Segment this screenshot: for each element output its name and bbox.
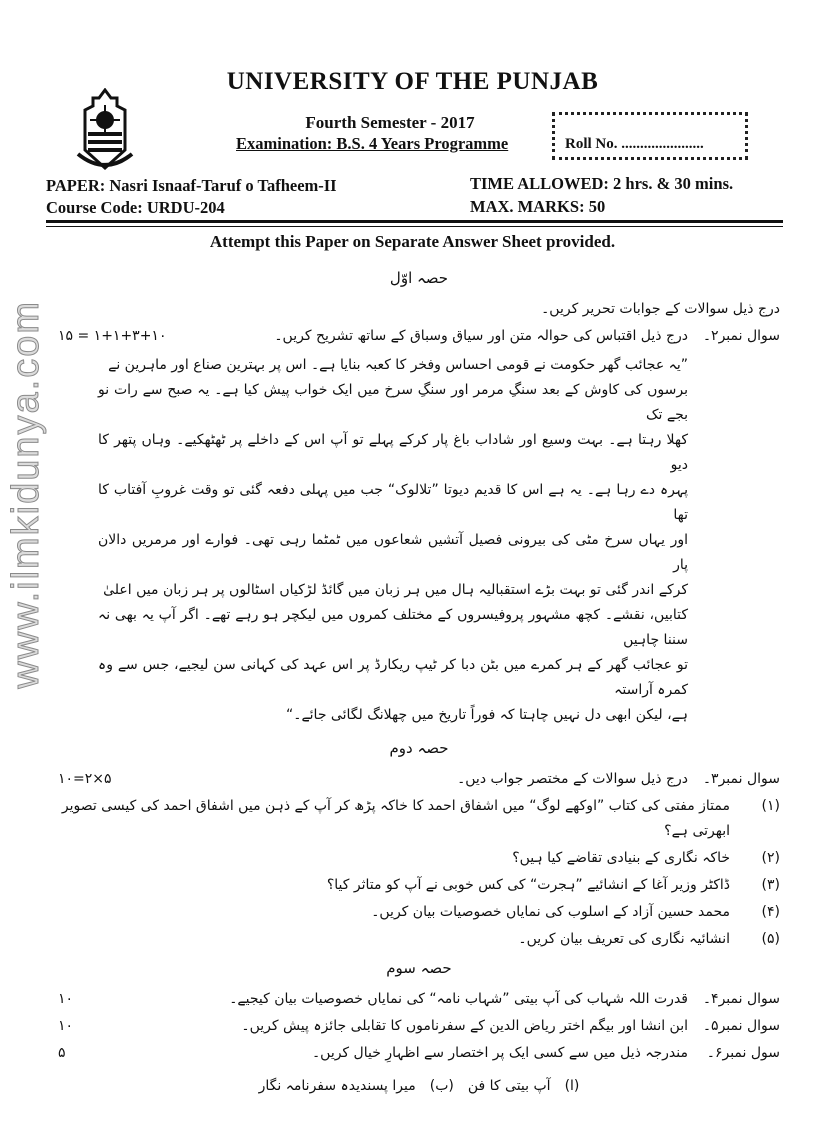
university-title: UNIVERSITY OF THE PUNJAB bbox=[226, 68, 599, 95]
question-label: سول نمبر۶۔ bbox=[706, 1045, 780, 1061]
university-logo-icon bbox=[70, 88, 140, 172]
section-instruction-row bbox=[58, 297, 780, 322]
section-heading: حصہ اوّل bbox=[389, 269, 449, 287]
question-text: درج ذیل سوالات کے مختصر جواب دیں۔ bbox=[457, 771, 688, 787]
semester: Fourth Semester - 2017 bbox=[305, 113, 475, 132]
roll-no-box bbox=[552, 112, 748, 160]
question-label: سوال نمبر۲۔ bbox=[702, 328, 780, 344]
passage-line: اور یہاں سرخ مٹی کی بیرونی فصیل آتشیں شعاعوں میں ٹمٹما رہی تھی۔ فوارے اور مرمریں دالان پار bbox=[98, 532, 688, 573]
question-body bbox=[58, 262, 780, 1099]
question-marks: ۱۰=۲×۵ bbox=[58, 771, 112, 787]
question-text: ابن انشا اور بیگم اختر ریاض الدین کے سفرناموں کا تقابلی جائزہ پیش کریں۔ bbox=[241, 1018, 688, 1034]
question-text: درج ذیل اقتباس کی حوالہ متن اور سیاق وسباق کے ساتھ تشریح کریں۔ bbox=[274, 328, 688, 344]
item-text: ممتاز مفتی کی کتاب ”اوکھے لوگ“ میں اشفاق احمد کا خاکہ پڑھ کر آپ کے ذہن میں اشفاق احمد کی کیسی تصویر ابھرتی ہے؟ bbox=[61, 798, 730, 839]
options-row bbox=[58, 1074, 780, 1099]
option-number: (ب) bbox=[429, 1078, 454, 1094]
watermark: www.ilmkidunya.com bbox=[5, 300, 47, 689]
item-number: (۴) bbox=[761, 904, 780, 920]
option-text: آپ بیتی کا فن bbox=[467, 1078, 551, 1094]
item-number: (۲) bbox=[761, 850, 780, 866]
item-text: محمد حسین آزاد کے اسلوب کی نمایاں خصوصیات بیان کریں۔ bbox=[371, 904, 730, 920]
passage-line: ”یہ عجائب گھر حکومت نے قومی احساس وفخر کا کعبہ بنایا ہے۔ اس پر بہترین صناع اور ماہرین نے bbox=[108, 357, 688, 373]
passage-line: کتابیں، نقشے۔ کچھ مشہور پروفیسروں کے مختلف کمروں میں لیکچر ہو رہے تھے۔ اگر آپ یہ بھی نہ سننا چاہیں bbox=[98, 607, 688, 648]
item-number: (۳) bbox=[761, 877, 780, 893]
passage-line: تو عجائب گھر کے ہر کمرے میں بٹن دبا کر ٹیپ ریکارڈ پر اس عہد کی کہانی سن لیجیے، جس سے وہ کمرہ آراستہ bbox=[98, 657, 688, 698]
question-row bbox=[58, 987, 780, 1012]
item-text: خاکہ نگاری کے بنیادی تقاضے کیا ہیں؟ bbox=[512, 850, 730, 866]
passage-line: ہے، لیکن ابھی دل نہیں چاہتا کہ فوراً تاریخ میں چھلانگ لگائی جائے۔“ bbox=[286, 707, 688, 723]
time-allowed: TIME ALLOWED: 2 hrs. & 30 mins. bbox=[470, 174, 734, 193]
question-text: قدرت اللہ شہاب کی آپ بیتی ”شہاب نامہ“ کی نمایاں خصوصیات بیان کیجیے۔ bbox=[229, 991, 688, 1007]
passage-line: برسوں کی کاوش کے بعد سنگِ مرمر اور سنگِ سرخ میں ایک خواب پیش کیا ہے۔ یہ صبح سے رات نو بجے تک bbox=[98, 382, 688, 423]
item-number: (۱) bbox=[761, 798, 780, 814]
question-text: مندرجہ ذیل میں سے کسی ایک پر اختصار سے اظہارِ خیال کریں۔ bbox=[311, 1045, 688, 1061]
item-text: ڈاکٹر وزیر آغا کے انشائیے ”ہجرت“ کی کس خوبی نے آپ کو متاثر کیا؟ bbox=[326, 877, 730, 893]
question-marks: ۵ bbox=[58, 1045, 66, 1061]
section-heading: حصہ سوم bbox=[386, 959, 452, 977]
question-row bbox=[58, 324, 780, 349]
question-label: سوال نمبر۵۔ bbox=[702, 1018, 780, 1034]
question-marks: ۱۰ bbox=[58, 991, 74, 1007]
passage-line: کرکے اندر گئی تو بہت بڑے استقبالیہ ہال میں ہر زبان میں گائڈ لڑکیاں اسٹالوں پر ہر زبان میں اعلیٰ bbox=[103, 582, 688, 598]
question-row bbox=[58, 767, 780, 792]
divider bbox=[46, 226, 783, 227]
item-row bbox=[58, 846, 780, 871]
passage bbox=[58, 351, 780, 732]
item-row bbox=[58, 873, 780, 898]
instruction: Attempt this Paper on Separate Answer Sheet provided. bbox=[209, 232, 616, 251]
question-marks: ۱۵ = ۱+۱+۳+۱۰ bbox=[58, 328, 167, 344]
examination: Examination: B.S. 4 Years Programme bbox=[236, 134, 509, 153]
divider bbox=[46, 220, 783, 223]
item-number: (۵) bbox=[761, 931, 780, 947]
paper-name: PAPER: Nasri Isnaaf-Taruf o Tafheem-II bbox=[46, 176, 337, 195]
roll-no-label: Roll No. ...................... bbox=[565, 136, 704, 152]
question-row bbox=[58, 1041, 780, 1066]
passage-line: پہرہ دے رہا ہے۔ یہ ہے اس کا قدیم دیوتا ”تلالوک“ جب میں پہلی دفعہ گئی تو وقت غروبِ آفتاب کا تھا bbox=[98, 482, 688, 523]
question-row bbox=[58, 1014, 780, 1039]
question-label: سوال نمبر۴۔ bbox=[702, 991, 780, 1007]
max-marks: MAX. MARKS: 50 bbox=[470, 197, 606, 216]
option-number: (ا) bbox=[564, 1078, 580, 1094]
item-text: انشائیہ نگاری کی تعریف بیان کریں۔ bbox=[518, 931, 730, 947]
item-row bbox=[58, 900, 780, 925]
item-row bbox=[58, 927, 780, 952]
option-text: میرا پسندیدہ سفرنامہ نگار bbox=[258, 1078, 416, 1094]
question-marks: ۱۰ bbox=[58, 1018, 74, 1034]
course-code: Course Code: URDU-204 bbox=[46, 198, 225, 217]
item-row bbox=[58, 794, 780, 844]
question-label: سوال نمبر۳۔ bbox=[702, 771, 780, 787]
section-instruction: درج ذیل سوالات کے جوابات تحریر کریں۔ bbox=[541, 301, 780, 317]
section-heading: حصہ دوم bbox=[389, 739, 449, 757]
passage-line: کھلا رہتا ہے۔ بہت وسیع اور شاداب باغ پار کرکے پہلے تو آپ اس کے داخلے پر ٹھٹھکیے۔ وہاں پتھر کا دیو bbox=[98, 432, 688, 473]
